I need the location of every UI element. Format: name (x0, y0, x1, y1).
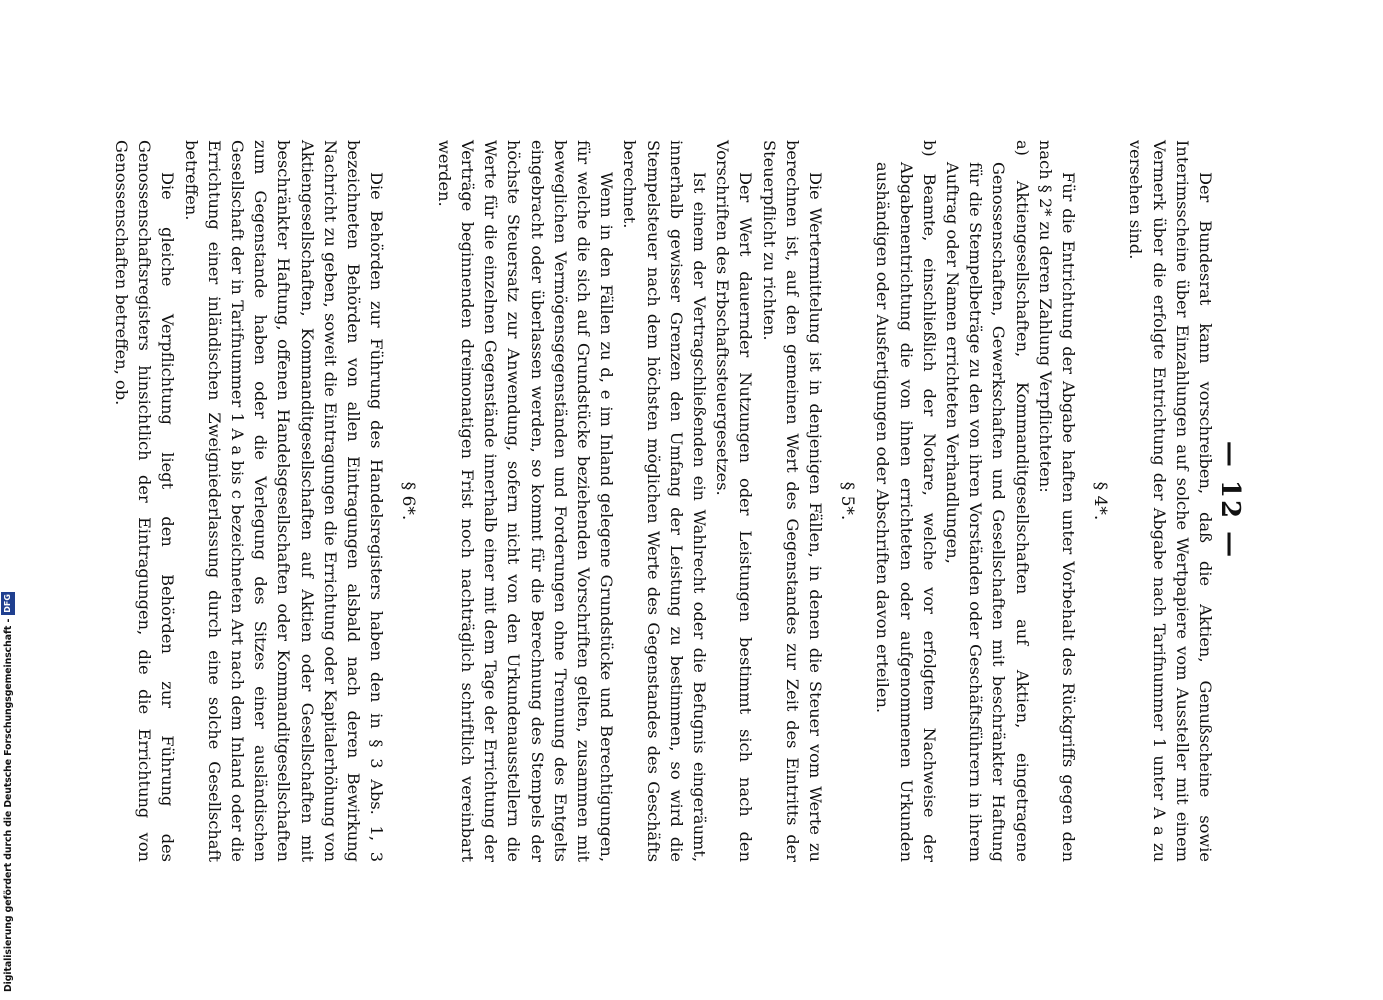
dfg-logo-icon: DFG (1, 592, 15, 615)
section-6-paragraph-2: Die gleiche Verpflichtung liegt den Behörden zur Führung des Genossenschaftsregisters hinsichtlich der Eintragungen, die die Errichtung von Genossenschaften betreffen, ob. (112, 140, 178, 862)
section-5-paragraph-1: Die Wertermittelung ist in denjenigen Fällen, in denen die Steuer vom Werte zu berechnen ist, auf den gemeinen Wert des Gegenstandes zur Zeit des Eintritts der Steuerpflicht zu richten. (759, 140, 825, 862)
section-5-paragraph-2: Der Wert dauernder Nutzungen oder Leistungen bestimmt sich nach den Vorschriften des Erbschaftssteuergesetzes. (713, 140, 756, 862)
intro-paragraph: Der Bundesrat kann vorschreiben, daß die Aktien, Genußscheine sowie Interimsscheine über Einzahlungen auf solche Wertpapiere vom Aussteller mit einem Vermerk über die erfolgte Entrichtung der Abgabe nach Tarifnummer 1 unter A a zu versehen sind. (1126, 140, 1215, 862)
section-4-item-a: a) Aktiengesellschaften, Kommanditgesellschaften auf Aktien, eingetragene Genossenschaften, Gewerkschaften und Gesellschaften mit beschränkter Haftung für die Stempelbeträge zu den von ihren Vorständen oder Geschäftsführern in ihrem Auftrag oder Namen errichteten Verhandlungen, (942, 140, 1032, 862)
section-4-intro: Für die Entrichtung der Abgabe haften unter Vorbehalt des Rückgriffs gegen den nach § 2* zu deren Zahlung Verpflichteten: (1035, 140, 1078, 862)
credit-text: Digitalisierung gefördert durch die Deutsche Forschungsgemeinschaft - (2, 618, 14, 992)
page-number: — 12 — (1215, 440, 1245, 560)
section-4-heading: § 4*. (1090, 481, 1111, 521)
section-4-item-b: b) Beamte, einschließlich der Notare, welche vor erfolgtem Nachweise der Abgabenentrichtung die von ihnen errichteten oder aufgenommenen Urkunden aushändigen oder Ausfertigungen oder Abschriften davon erteilen. (873, 140, 939, 862)
section-5-paragraph-4: Wenn in den Fällen zu d, e im Inland gelegene Grundstücke und Berechtigungen, für welche die sich auf Grundstücke beziehenden Vorschriften gelten, zusammen mit beweglichen Vermögensgegenständen und Forderungen ohne Trennung des Entgelts eingebracht oder überlassen werden, so kommt für die Berechnung des Stempels der höchste Steuersatz zur Anwendung, sofern nicht von den Urkundenausstellern die Werte für die einzelnen Gegenstände innerhalb einer mit dem Tage der Errichtung der Verträge beginnenden dreimonatigen Frist noch nachträglich schriftlich vereinbart werden. (434, 140, 617, 862)
section-6-paragraph-1: Die Behörden zur Führung des Handelsregisters haben den in § 3 Abs. 1, 3 bezeichneten Behörden von allen Eintragungen alsbald nach deren Bewirkung Nachricht zu geben, soweit die Eintragungen die Errichtung oder Kapitalerhöhung von Aktiengesellschaften, Kommanditgesellschaften auf Aktien oder Gesellschaften mit beschränkter Haftung, offenen Handelsgesellschaften oder Kommanditgesellschaften zum Gegenstande haben oder die Verlegung des Sitzes einer ausländischen Gesellschaft der in Tarifnummer 1 A a bis c bezeichneten Art nach dem Inland oder die Errichtung einer inländischen Zweigniederlassung durch eine solche Gesellschaft betreffen. (181, 140, 387, 862)
section-6-heading: § 6*. (398, 481, 419, 521)
body-text (110, 140, 1217, 862)
section-5-heading: § 5*. (837, 481, 858, 521)
digitization-credit (0, 594, 18, 992)
section-5-paragraph-3: Ist einem der Vertragschließenden ein Wahlrecht oder die Befugnis eingeräumt, innerhalb gewisser Grenzen den Umfang der Leistung zu bestimmen, so wird die Stempelsteuer nach dem höchsten möglichen Werte des Gegenstandes des Geschäfts berechnet. (620, 140, 709, 862)
